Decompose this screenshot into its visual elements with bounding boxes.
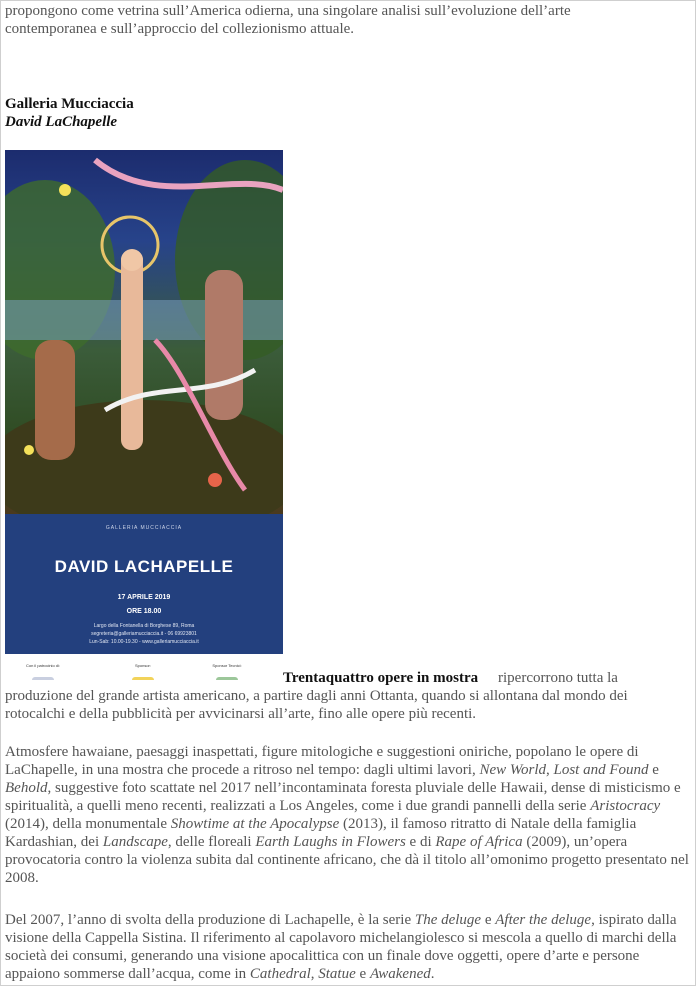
paragraph-1-line: produzione del grande artista americano, a partire dagli anni Ottanta, quando si allontana dal mondo dei bbox=[5, 688, 628, 704]
work-title: Behold bbox=[5, 780, 48, 796]
poster-time: ORE 18.00 bbox=[126, 608, 162, 615]
poster-info-band bbox=[5, 514, 283, 654]
work-title: Aristocracy bbox=[590, 798, 661, 814]
paragraph-1-lead: Trentaquattro opere in mostra bbox=[283, 670, 479, 686]
poster-date: 17 APRILE 2019 bbox=[117, 594, 171, 601]
text-run: e bbox=[481, 912, 496, 928]
text-run: (2013), il famoso ritratto di Natale della famiglia Kardashian, dei bbox=[5, 816, 637, 850]
work-title: Lost and Found bbox=[553, 762, 649, 778]
work-title: New World bbox=[479, 762, 546, 778]
paragraph-1-line: rotocalchi e della pubblicità per avvicinarsi all’arte, fino alle opere più recenti. bbox=[5, 706, 477, 722]
sponsor-label: Sponsor: bbox=[134, 663, 151, 668]
text-run: (2014), della monumentale bbox=[5, 816, 171, 832]
tech-sponsor-label: Sponsor Tecnici: bbox=[212, 663, 242, 668]
poster-address-line: segreteria@galleriamucciaccia.it - 06 69923801 bbox=[91, 631, 197, 637]
work-title: The deluge bbox=[414, 912, 482, 928]
exhibition-poster bbox=[5, 150, 283, 680]
poster-address-line: Lun-Sab: 10.00-19.30 - www.galleriamucciaccia.it bbox=[89, 639, 199, 645]
paragraph-2 bbox=[5, 743, 689, 887]
artist-name: David LaChapelle bbox=[5, 114, 118, 130]
patronage-label: Con il patrocinio di: bbox=[25, 663, 61, 668]
poster-title: DAVID LACHAPELLE bbox=[54, 557, 234, 576]
paragraph-3 bbox=[5, 911, 689, 983]
text-run: (2009), un’opera provocatoria contro la violenza subita dal continente africano, che dà il titolo all’omonimo progetto presentato nel 2008. bbox=[5, 834, 689, 886]
work-title: Landscape bbox=[102, 834, 168, 850]
text-run: Atmosfere hawaiane, paesaggi inaspettati, figure mitologiche e suggestioni oniriche, popolano le opere di LaChapelle, in una mostra che procede a ritroso nel tempo: dagli ultimi lavori, bbox=[5, 744, 639, 778]
text-run: , ispirato dalla visione della Cappella Sistina. Il riferimento al capolavoro michelangiolesco si mescola a quello di marchi della società dei consumi, generando una visione apocalittica con un finale dove oggetti, opere d’arte e persone appaiono sommerse dall’acqua, come in bbox=[5, 912, 677, 982]
intro-line-2: contemporanea e sull’approccio del collezionismo attuale. bbox=[5, 21, 355, 37]
poster-address bbox=[5, 622, 283, 646]
work-title: After the deluge bbox=[495, 912, 592, 928]
text-run: e di bbox=[405, 834, 436, 850]
work-title: Rape of Africa bbox=[435, 834, 523, 850]
text-run: Del 2007, l’anno di svolta della produzione di Lachapelle, è la serie bbox=[5, 912, 415, 928]
work-title: Awakened bbox=[369, 966, 431, 982]
intro-paragraph bbox=[5, 2, 689, 38]
text-run: . bbox=[430, 966, 435, 982]
poster-artwork bbox=[5, 150, 283, 514]
tech-sponsor-block bbox=[197, 657, 257, 680]
poster-photo bbox=[5, 150, 283, 514]
poster-gallery-logo: GALLERIA MUCCIACCIA bbox=[105, 525, 183, 531]
text-run: e bbox=[648, 762, 659, 778]
tech-sponsor-logo bbox=[216, 677, 238, 680]
poster-address-line: Largo della Fontanella di Borghese 89, Roma bbox=[93, 623, 195, 629]
gallery-name: Galleria Mucciaccia bbox=[5, 96, 134, 112]
work-title: Statue bbox=[318, 966, 356, 982]
work-title: Showtime at the Apocalypse bbox=[170, 816, 340, 832]
paragraph-1-tail: ripercorrono tutta la bbox=[498, 670, 618, 686]
patronage-logo bbox=[32, 677, 54, 680]
work-title: Cathedral bbox=[249, 966, 311, 982]
sponsor-block bbox=[113, 657, 173, 680]
text-run: , suggestive foto scattate nel 2017 nell’incontaminata foresta pluviale delle Hawaii, dense di misticismo e spiritualità, a quelli meno recenti, realizzati a Los Angeles, come i due grandi pannelli della serie bbox=[5, 780, 681, 814]
patronage-block bbox=[13, 657, 73, 680]
work-title: Earth Laughs in Flowers bbox=[255, 834, 406, 850]
text-run: , bbox=[546, 762, 554, 778]
poster-sponsors bbox=[5, 654, 283, 680]
text-run: , delle floreali bbox=[167, 834, 256, 850]
paragraph-1-body bbox=[5, 687, 689, 723]
text-run: e bbox=[355, 966, 370, 982]
text-run: , bbox=[310, 966, 319, 982]
intro-line-1: propongono come vetrina sull’America odierna, una singolare analisi sull’evoluzione dell’arte bbox=[5, 3, 571, 19]
sponsor-logo bbox=[132, 677, 154, 680]
